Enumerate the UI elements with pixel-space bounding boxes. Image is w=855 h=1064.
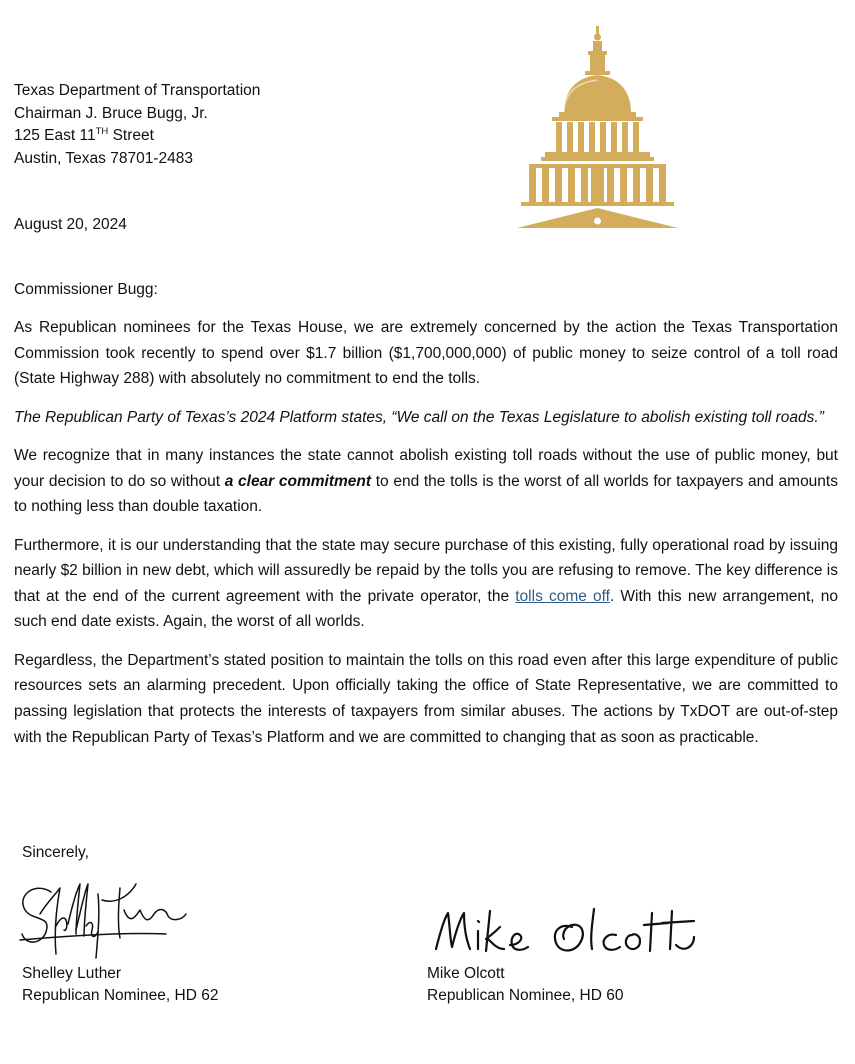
- recipient-org: Texas Department of Transportation: [14, 82, 261, 99]
- paragraph: Furthermore, it is our understanding that the state may secure purchase of this existing, fully operational road by issuing nearly $2 billion in new debt, which will assuredly be repaid by the tolls you are refusing to remove. The key difference is that at the end of the current agreement with the private operator, the tolls come off. With this new arrangement, no such end date exists. Again, the worst of all worlds.: [14, 536, 838, 631]
- recipient-street: 125 East 11TH Street: [14, 126, 154, 145]
- signer-title: Republican Nominee, HD 60: [427, 987, 624, 1005]
- salutation: Commissioner Bugg:: [14, 281, 158, 298]
- signer-name: Mike Olcott: [427, 965, 505, 982]
- emphasis-text: a clear commitment: [224, 472, 372, 490]
- platform-quote: The Republican Party of Texas’s 2024 Platform states, “We call on the Texas Legislature to abolish existing toll roads.”: [14, 408, 824, 426]
- signature-mike-olcott: [432, 905, 702, 965]
- signature-shelley-luther: [16, 874, 188, 964]
- signer-title: Republican Nominee, HD 62: [22, 987, 219, 1005]
- signer-mike-olcott: [427, 963, 623, 1008]
- recipient-city: Austin, Texas 78701-2483: [14, 149, 193, 167]
- letter-body: [14, 315, 838, 763]
- paragraph: Regardless, the Department’s stated position to maintain the tolls on this road even after this large expenditure of public resources sets an alarming precedent. Upon officially taking the office of State Representative, we are committed to passing legislation that protects the interests of taxpayers from similar abuses. The actions by TxDOT are out-of-step with the Republican Party of Texas’s Platform and we are committed to changing that as soon as practicable.: [14, 651, 838, 746]
- recipient-address: [14, 80, 260, 170]
- signer-name: Shelley Luther: [22, 965, 122, 982]
- letter-date: August 20, 2024: [14, 216, 127, 233]
- capitol-dome-icon: [515, 24, 680, 232]
- paragraph: We recognize that in many instances the state cannot abolish existing toll roads without the use of public money, but your decision to do so without a clear commitment to end the tolls is the worst of all worlds for taxpayers and amounts to nothing less than double taxation.: [14, 446, 838, 516]
- paragraph: As Republican nominees for the Texas House, we are extremely concerned by the action the Texas Transportation Commission took recently to spend over $1.7 billion ($1,700,000,000) of public money to seize control of a toll road (State Highway 288) with absolutely no commitment to end the tolls.: [14, 319, 838, 388]
- signer-shelley-luther: [22, 963, 218, 1008]
- closing: Sincerely,: [22, 844, 89, 861]
- recipient-name: Chairman J. Bruce Bugg, Jr.: [14, 104, 208, 122]
- tolls-come-off-link[interactable]: tolls come off: [515, 587, 610, 605]
